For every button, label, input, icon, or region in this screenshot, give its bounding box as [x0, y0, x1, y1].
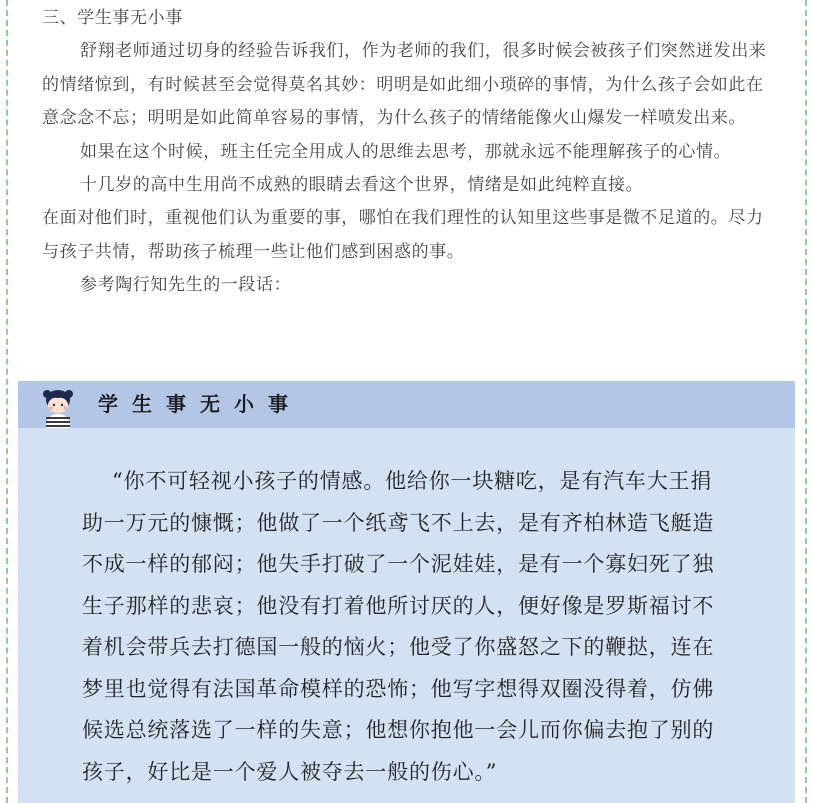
right-dashed-border: [805, 0, 807, 803]
section-heading: 三、学生事无小事: [42, 8, 183, 28]
girl-avatar-icon: [38, 384, 78, 428]
article-body: [42, 2, 772, 303]
quote-card-header: [18, 381, 795, 428]
tao-xingzhi-quote: “你不可轻视小孩子的情感。他给你一块糖吃，是有汽车大王捐助一万元的慷慨；他做了一个纸鸢飞不上去，是有齐柏林造飞艇造不成一样的郁闷；他失手打破了一个泥娃娃，是有一个寡妇死了独生子那样的悲哀；他没有打着他所讨厌的人，便好像是罗斯福讨不着机会带兵去打德国一般的恼火；他受了你盛怒之下的鞭挞，连在梦里也觉得有法国革命模样的恐怖；他写字想得双圈没得着，仿佛候选总统落选了一样的失意；他想你抱他一会儿而你偏去抱了别的孩子，好比是一个爱人被夺去一般的伤心。”: [82, 469, 715, 784]
paragraph-adult-thinking: 如果在这个时候，班主任完全用成人的思维去思考，那就永远不能理解孩子的心情。: [80, 141, 732, 162]
paragraph-teen-emotions: 十几岁的高中生用尚不成熟的眼睛去看这个世界，情绪是如此纯粹直接。: [80, 175, 644, 196]
paragraph-empathy: 在面对他们时，重视他们认为重要的事，哪怕在我们理性的认知里这些事是微不足道的。尽力与孩子共情，帮助孩子梳理一些让他们感到困惑的事。: [42, 208, 764, 262]
quote-card-title: 学生事无小事: [98, 392, 302, 416]
paragraph-reference: 参考陶行知先生的一段话：: [80, 275, 292, 296]
left-dashed-border: [6, 0, 8, 803]
quote-card: [18, 381, 795, 803]
paragraph-teacher-experience: 舒翔老师通过切身的经验告诉我们，作为老师的我们，很多时候会被孩子们突然迸发出来的情绪惊到，有时候甚至会觉得莫名其妙：明明是如此细小琐碎的事情，为什么孩子会如此在意念念不忘；明明是如此简单容易的事情，为什么孩子的情绪能像火山爆发一样喷发出来。: [42, 41, 767, 129]
